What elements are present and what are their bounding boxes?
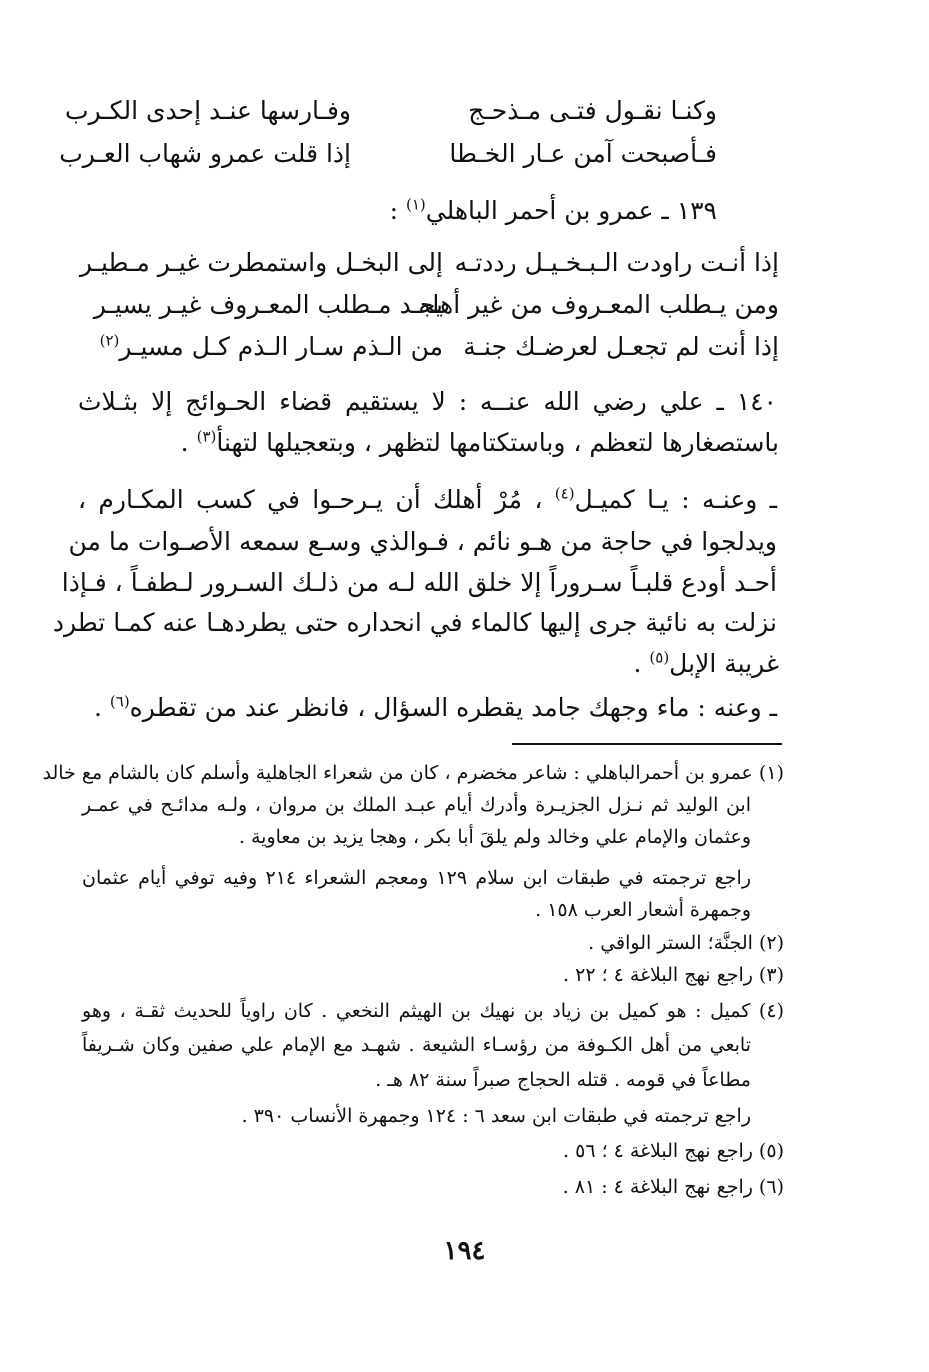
verse-1-second-hemistich: وفـارسها عنـد إحدى الكـرب <box>65 96 351 125</box>
footnote-5: (٥) راجع نهج البلاغة ٤ ؛ ٥٦ . <box>563 1140 784 1162</box>
poem2-verse-1-first: إذا أنـت راودت الـبـخـيـل رددتـه <box>454 248 779 277</box>
kumayl-line-1 <box>78 481 777 519</box>
heading-colon: : <box>389 196 399 225</box>
footnote-2: (٢) الجنَّة؛ الستر الواقي . <box>588 932 784 954</box>
footnote-ref-6: (٦) <box>109 692 130 711</box>
verse-2-first-hemistich: فـأصبحت آمن عـار الخـطا <box>449 139 717 168</box>
footnote-ref-3: (٣) <box>196 427 217 446</box>
verse-2-second-hemistich: إذا قلت عمرو شهاب العـرب <box>59 139 351 168</box>
footnote-4-line-1: (٤) كميل : هو كميل بن زياد بن نهيك بن الهيثم النخعي . كان راوياً للحديث ثقـة ، وهو <box>82 1000 784 1022</box>
entry-140-line-1: ١٤٠ ـ علي رضي الله عنــه : لا يستقيم قضاء الحـوائج إلا بثـلاث <box>78 387 777 416</box>
footnote-ref-1: (١) <box>405 195 426 214</box>
poem2-verse-3-second <box>100 329 443 365</box>
water-saying-text: ـ وعنه : ماء وجهك جامد يقطره السؤال ، فانظر عند من تقطره <box>129 693 777 722</box>
entry-140-line-2 <box>181 424 779 462</box>
kumayl-line-5 <box>633 645 779 683</box>
footnote-4-line-4: راجع ترجمته في طبقات ابن سعد ٦ : ١٢٤ وجمهرة الأنساب ٣٩٠ . <box>241 1105 751 1127</box>
poem2-verse-2-second: يجـد مـطلب المعـروف غيـر يسيـر <box>93 290 443 319</box>
kumayl-line-3: أحـد أودع قلبـاً سـروراً إلا خلق الله لـه من ذلـك السـرور لـطفـاً ، فـإذا <box>61 568 777 597</box>
kumayl-line-5-text: غريبة الإبل <box>669 649 779 678</box>
kumayl-line-2: ويدلجوا في حاجة من هـو نائم ، فـوالذي وسـع سمعه الأصـوات ما من <box>68 527 777 556</box>
page-number: ١٩٤ <box>443 1236 486 1266</box>
entry-140-line-2-end: . <box>180 428 197 457</box>
kumayl-line-5-end: . <box>633 649 650 678</box>
kumayl-line-4: نزلت به نائية جرى إليها كالماء في انحداره حتى يطردهـا عنه كمـا تطرد <box>52 608 777 637</box>
poem2-verse-1-second: إلى البخـل واستمطرت غيـر مـطيـر <box>79 248 443 277</box>
footnote-6: (٦) راجع نهج البلاغة ٤ : ٨١ . <box>562 1176 784 1198</box>
entry-139-title: ١٣٩ ـ عمرو بن أحمر الباهلي <box>425 196 717 225</box>
footnote-3: (٣) راجع نهج البلاغة ٤ ؛ ٢٢ . <box>563 964 784 986</box>
footnote-4-line-3: مطاعاً في قومه . قتله الحجاج صبراً سنة ٨٢ هـ . <box>375 1069 751 1091</box>
water-saying-line <box>94 689 777 727</box>
water-saying-end: . <box>93 693 110 722</box>
footnote-1-line-2: ابن الوليد ثم نـزل الجزيـرة وأدرك أيام عبـد الملك بن مروان ، ولـه مدائـح في عمـر <box>82 794 751 816</box>
footnote-4-line-2: تابعي من أهل الكـوفة من رؤسـاء الشيعة . شهـد مع الإمام علي صفين وكان شـريفاً <box>82 1034 751 1056</box>
entry-139-heading <box>390 192 717 230</box>
footnote-1-line-1: (١) عمرو بن أحمرالباهلي : شاعر مخضرم ، كان من شعراء الجاهلية وأسلم كان بالشام مع خالد <box>42 762 784 784</box>
footnote-1-line-4: راجع ترجمته في طبقات ابن سلام ١٢٩ ومعجم الشعراء ٢١٤ وفيه توفي أيام عثمان <box>82 867 751 889</box>
entry-140-line-2-text: باستصغارها لتعظم ، وباستكتامها لتظهر ، وبتعجيلها لتهنأ <box>216 428 779 457</box>
footnote-ref-2: (٢) <box>99 331 120 350</box>
verse-1-first-hemistich: وكنـا نقـول فتـى مـذحـج <box>468 96 717 125</box>
poem2-verse-3-first: إذا أنت لم تجعـل لعرضـك جنـة <box>463 332 779 361</box>
footnote-ref-4: (٤) <box>554 484 575 503</box>
kumayl-line-1a: ـ وعنـه : يـا كميـل <box>574 485 777 514</box>
footnote-1-line-3: وعثمان والإمام علي وخالد ولم يلقَ أبا بكر ، وهجا يزيد بن معاوية . <box>238 826 751 848</box>
poem2-verse-2-first: ومن يـطلب المعـروف من غير أهله <box>418 290 779 319</box>
footnote-ref-5: (٥) <box>649 648 670 667</box>
poem2-verse-3-second-text: من الـذم سـار الـذم كـل مسيـر <box>119 332 443 361</box>
footnote-1-line-5: وجمهرة أشعار العرب ١٥٨ . <box>535 899 751 921</box>
footnote-separator <box>512 743 782 745</box>
kumayl-line-1b: ، مُرْ أهلك أن يـرحـوا في كسب المكـارم ، <box>78 485 555 514</box>
